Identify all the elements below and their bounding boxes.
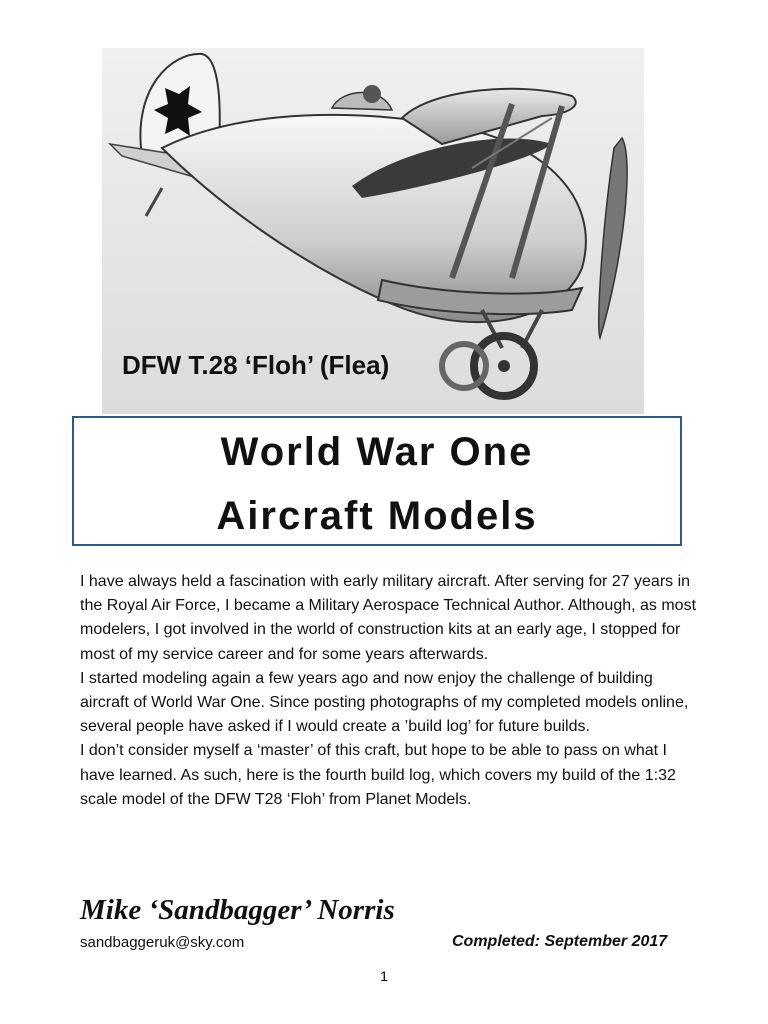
author-email: sandbaggeruk@sky.com [80,934,245,951]
photo-caption: DFW T.28 ‘Floh’ (Flea) [122,350,390,380]
title-box [72,416,682,546]
body-paragraph: I have always held a fascination with early military aircraft. After serving for 27 years in the Royal Air Force, I became a Military Aerospace Technical Author. Although, as most modelers, I got involved in the world of construction kits at an early age, I stopped for most of my service career and for some years afterwards. [80,573,697,663]
body-paragraph: I don’t consider myself a ‘master’ of this craft, but hope to be able to pass on what I have learned. As such, here is the fourth build log, which covers my build of the 1:32 scale model of the DFW T28 ‘Floh’ from Planet Models. [80,742,676,808]
author-signature: Mike ‘Sandbagger’ Norris [80,894,395,926]
completed-date: Completed: September 2017 [452,933,668,950]
body-paragraph: I started modeling again a few years ago and now enjoy the challenge of building aircraft of World War One. Since posting photographs of my completed models online, several people have asked if I would create a ’build log’ for future builds. [80,669,689,736]
title-line-1: World War One [220,430,534,474]
page-number: 1 [380,968,388,984]
title-line-2: Aircraft Models [216,494,538,538]
aircraft-photo [102,48,644,414]
body-text [80,570,700,812]
